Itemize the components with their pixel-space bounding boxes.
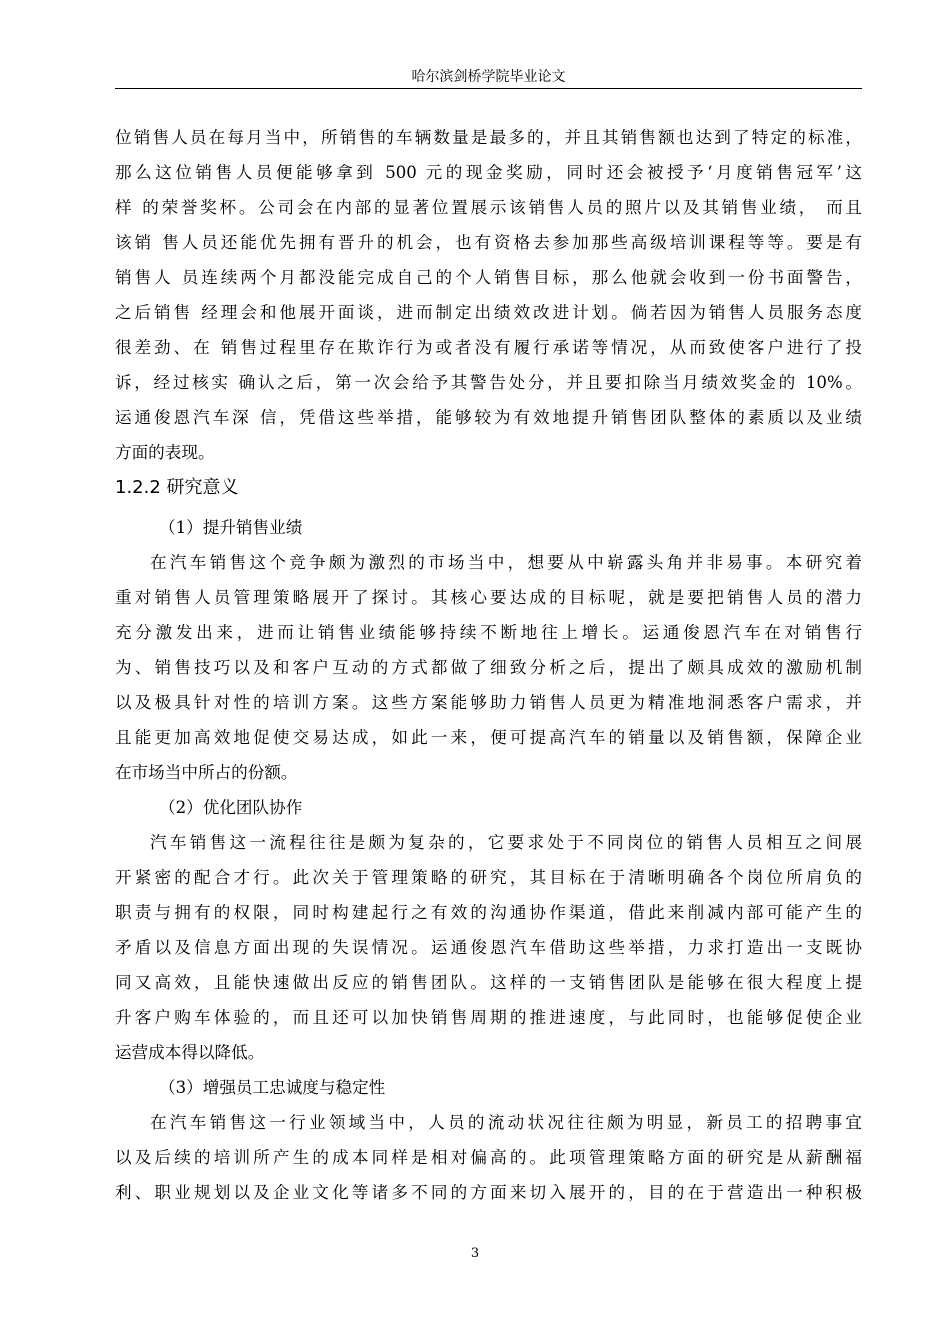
page-number: 3 [470,1246,480,1261]
text-line: 矛盾以及信息方面出现的失误情况。运通俊恩汽车借助这些举措，力求打造出一支既协 [115,938,862,957]
section-heading: 1.2.2 研究意义 [115,477,239,498]
text-line: 利、职业规划以及企业文化等诸多不同的方面来切入展开的，目的在于营造出一种积极 [115,1183,862,1202]
text-line: 汽车销售这一流程往往是颇为复杂的，它要求处于不同岗位的销售人员相互之间展 [150,833,862,852]
text-line: 诉，经过核实 确认之后，第一次会给予其警告处分，并且要扣除当月绩效奖金的 10%。 [115,373,862,392]
text-line: 为、销售技巧以及和客户互动的方式都做了细致分析之后，提出了颇具成效的激励机制 [115,658,862,677]
header-rule [115,88,862,89]
text-line: 之后销售 经理会和他展开面谈，进而制定出绩效改进计划。倘若因为销售人员服务态度 [115,303,862,322]
text-line: 以及后续的培训所产生的成本同样是相对偏高的。此项管理策略方面的研究是从薪酬福 [115,1148,862,1167]
text-line: 职责与拥有的权限，同时构建起行之有效的沟通协作渠道，借此来削减内部可能产生的 [115,903,862,922]
text-line: 开紧密的配合才行。此次关于管理策略的研究，其目标在于清晰明确各个岗位所肩负的 [115,868,862,887]
text-line: 充分激发出来，进而让销售业绩能够持续不断地往上增长。运通俊恩汽车在对销售行 [115,623,862,642]
text-line: 运通俊恩汽车深 信，凭借这些举措，能够较为有效地提升销售团队整体的素质以及业绩 [115,408,862,427]
text-line: 很差劲、在 销售过程里存在欺诈行为或者没有履行承诺等情况，从而致使客户进行了投 [115,338,862,357]
text-line: 销售人 员连续两个月都没能完成自己的个人销售目标，那么他就会收到一份书面警告， [115,268,862,287]
text-line: 该销 售人员还能优先拥有晋升的机会，也有资格去参加那些高级培训课程等等。要是有 [115,233,862,252]
subsection-title: （3）增强员工忠诚度与稳定性 [159,1078,386,1097]
running-header: 哈尔滨剑桥学院毕业论文 [411,69,566,85]
text-line: 在市场当中所占的份额。 [115,763,298,782]
text-line: 方面的表现。 [115,443,215,462]
text-line: 重对销售人员管理策略展开了探讨。其核心要达成的目标呢，就是要把销售人员的潜力 [115,588,862,607]
document-body [115,120,862,1210]
text-line: 那么这位销售人员便能够拿到 500 元的现金奖励，同时还会被授予‘月度销售冠军’这 [115,163,862,182]
text-line: 在汽车销售这个竞争颇为激烈的市场当中，想要从中崭露头角并非易事。本研究着 [150,553,862,572]
text-line: 运营成本得以降低。 [115,1043,265,1062]
text-line: 在汽车销售这一行业领域当中，人员的流动状况往往颇为明显，新员工的招聘事宜 [150,1113,862,1132]
text-line: 且能更加高效地促使交易达成，如此一来，便可提高汽车的销量以及销售额，保障企业 [115,728,862,747]
text-line: 位销售人员在每月当中，所销售的车辆数量是最多的，并且其销售额也达到了特定的标准， [115,128,862,147]
subsection-title: （1）提升销售业绩 [159,518,303,537]
text-line: 样 的荣誉奖杯。公司会在内部的显著位置展示该销售人员的照片以及其销售业绩， 而且 [115,198,862,217]
text-line: 以及极具针对性的培训方案。这些方案能够助力销售人员更为精准地洞悉客户需求，并 [115,693,862,712]
text-line: 升客户购车体验的，而且还可以加快销售周期的推进速度，与此同时，也能够促使企业 [115,1008,862,1027]
text-line: 同又高效，且能快速做出反应的销售团队。这样的一支销售团队是能够在很大程度上提 [115,973,862,992]
subsection-title: （2）优化团队协作 [159,798,303,817]
